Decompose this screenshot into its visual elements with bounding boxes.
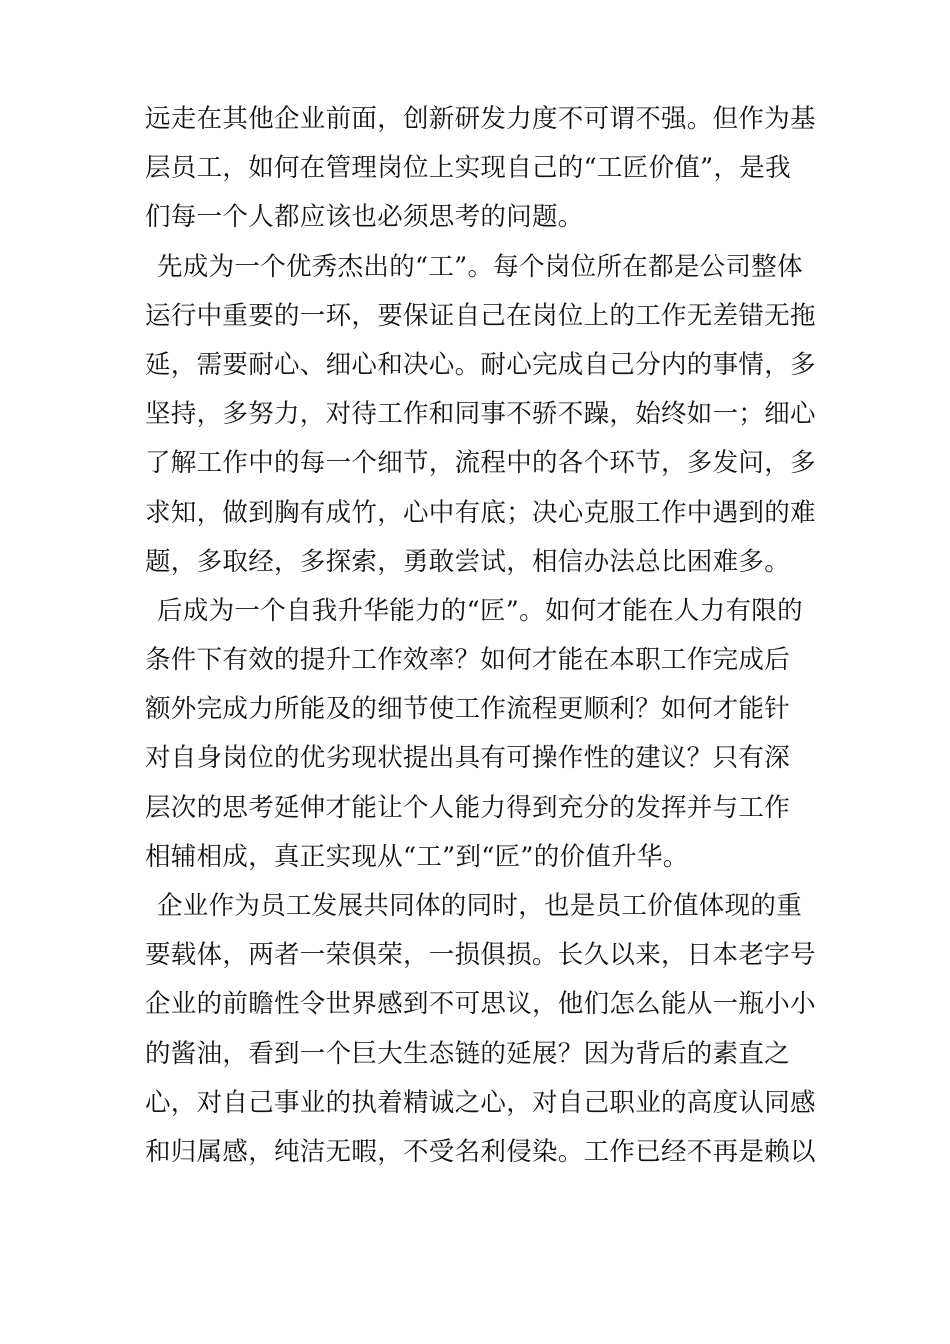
text-line: 们每一个人都应该也必须思考的问题。	[145, 202, 584, 233]
text-line: 后成为一个自我升华能力的“匠”。如何才能在人力有限的	[157, 595, 803, 626]
text-line: 层次的思考延伸才能让个人能力得到充分的发挥并与工作	[145, 792, 791, 823]
text-line: 心，对自己事业的执着精诚之心，对自己职业的高度认同感	[145, 1087, 816, 1118]
text-line: 条件下有效的提升工作效率？如何才能在本职工作完成后	[145, 645, 791, 676]
body-text	[145, 95, 825, 1177]
text-line: 相辅相成，真正实现从“工”到“匠”的价值升华。	[145, 841, 689, 872]
text-line: 先成为一个优秀杰出的“工”。每个岗位所在都是公司整体	[157, 251, 803, 282]
text-line: 额外完成力所能及的细节使工作流程更顺利？如何才能针	[145, 694, 791, 725]
text-line: 运行中重要的一环，要保证自己在岗位上的工作无差错无拖	[145, 300, 816, 331]
text-line: 企业的前瞻性令世界感到不可思议，他们怎么能从一瓶小小	[145, 989, 816, 1020]
text-line: 对自身岗位的优劣现状提出具有可操作性的建议？只有深	[145, 743, 791, 774]
text-line: 的酱油，看到一个巨大生态链的延展？因为背后的素直之	[145, 1038, 791, 1069]
text-line: 远走在其他企业前面，创新研发力度不可谓不强。但作为基	[145, 104, 816, 134]
text-line: 企业作为员工发展共同体的同时，也是员工价值体现的重	[157, 891, 803, 921]
text-line: 求知，做到胸有成竹，心中有底；决心克服工作中遇到的难	[145, 497, 816, 528]
text-line: 坚持，多努力，对待工作和同事不骄不躁，始终如一；细心	[145, 399, 816, 430]
text-line: 和归属感，纯洁无暇，不受名利侵染。工作已经不再是赖以	[145, 1136, 816, 1167]
text-line: 要载体，两者一荣俱荣，一损俱损。长久以来，日本老字号	[145, 940, 816, 971]
text-line: 层员工，如何在管理岗位上实现自己的“工匠价值”，是我	[145, 153, 791, 184]
text-line: 题，多取经，多探索，勇敢尝试，相信办法总比困难多。	[145, 546, 791, 577]
text-line: 了解工作中的每一个细节，流程中的各个环节，多发问，多	[145, 448, 816, 479]
text-line: 延，需要耐心、细心和决心。耐心完成自己分内的事情，多	[145, 349, 816, 380]
